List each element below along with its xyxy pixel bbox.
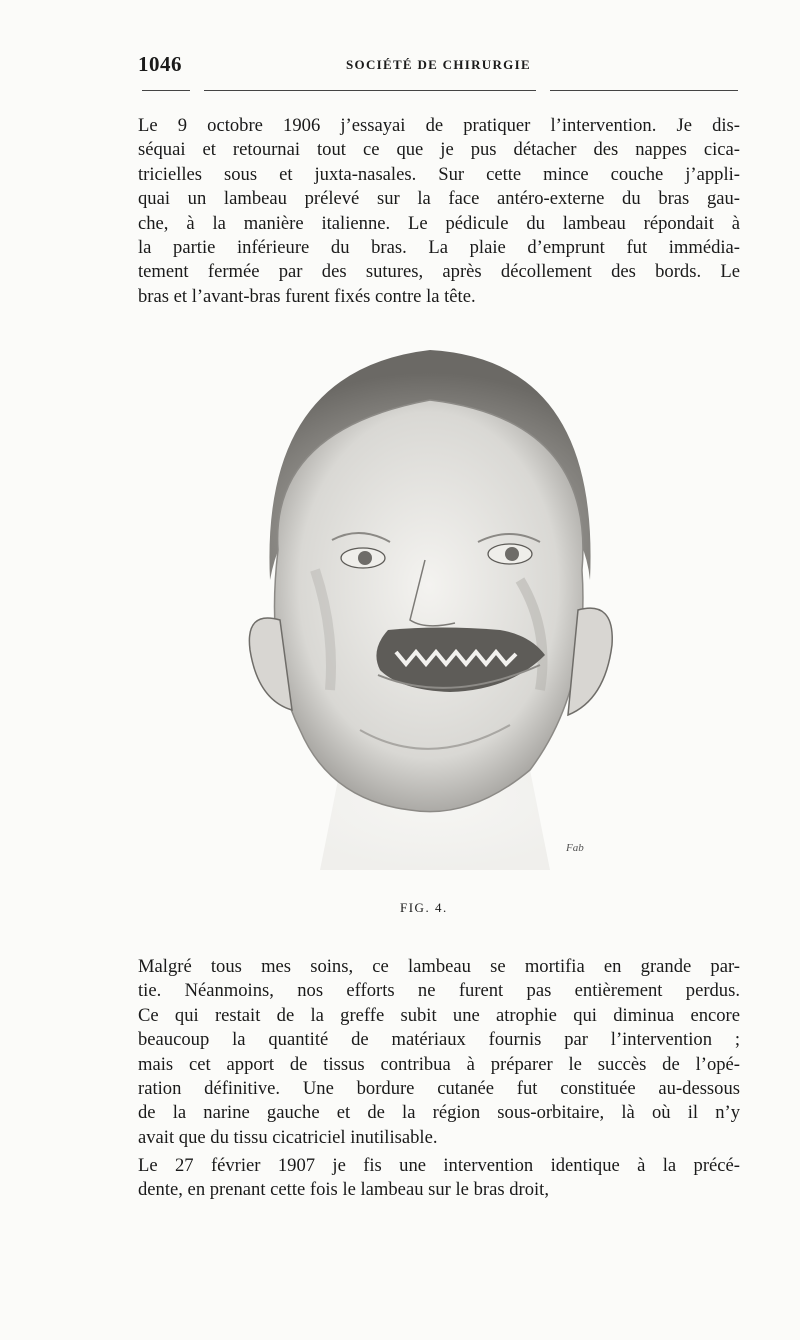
text-line: tie. Néanmoins, nos efforts ne furent pas entièrement perdus. bbox=[138, 980, 740, 1002]
figure-caption: FIG. 4. bbox=[400, 900, 448, 915]
page-header bbox=[138, 52, 738, 76]
text-line: Malgré tous mes soins, ce lambeau se mortifia en grande par- bbox=[138, 956, 740, 977]
paragraph-1 bbox=[138, 114, 740, 309]
text-line: de la narine gauche et de la région sous-orbitaire, là où il n’y bbox=[138, 1102, 740, 1124]
text-line: bras et l’avant-bras furent fixés contre la tête. bbox=[138, 285, 476, 307]
header-rule bbox=[204, 90, 536, 91]
page-number: 1046 bbox=[138, 52, 182, 76]
header-rule bbox=[142, 90, 190, 91]
illustrator-signature: Fab bbox=[566, 842, 584, 854]
text-line: ration définitive. Une bordure cutanée fut constituée au-dessous bbox=[138, 1078, 740, 1100]
text-line: Le 27 février 1907 je fis une intervention identique à la précé- bbox=[138, 1155, 740, 1176]
header-rule bbox=[550, 90, 738, 91]
text-line: Ce qui restait de la greffe subit une atrophie qui diminua encore bbox=[138, 1004, 740, 1026]
text-line: beaucoup la quantité de matériaux fournis par l’intervention ; bbox=[138, 1029, 740, 1051]
text-line: avait que du tissu cicatriciel inutilisable. bbox=[138, 1126, 438, 1148]
text-line: mais cet apport de tissus contribua à préparer le succès de l’opé- bbox=[138, 1053, 740, 1075]
text-line: séquai et retournai tout ce que je pus détacher des nappes cica- bbox=[138, 139, 740, 161]
text-line: che, à la manière italienne. Le pédicule du lambeau répondait à bbox=[138, 212, 740, 234]
text-line: Le 9 octobre 1906 j’essayai de pratiquer l’intervention. Je dis- bbox=[138, 115, 740, 136]
text-line: dente, en prenant cette fois le lambeau sur le bras droit, bbox=[138, 1179, 549, 1201]
text-line: quai un lambeau prélevé sur la face antéro-externe du bras gau- bbox=[138, 188, 740, 210]
running-head: SOCIÉTÉ DE CHIRURGIE bbox=[346, 57, 531, 72]
text-line: tricielles sous et juxta-nasales. Sur cette mince couche j’appli- bbox=[138, 163, 740, 185]
paragraph-2 bbox=[138, 955, 740, 1150]
paragraph-3 bbox=[138, 1154, 740, 1203]
text-line: la partie inférieure du bras. La plaie d’emprunt fut immédia- bbox=[138, 237, 740, 259]
text-line: tement fermée par des sutures, après décollement des bords. Le bbox=[138, 261, 740, 283]
portrait-illustration bbox=[210, 330, 650, 870]
